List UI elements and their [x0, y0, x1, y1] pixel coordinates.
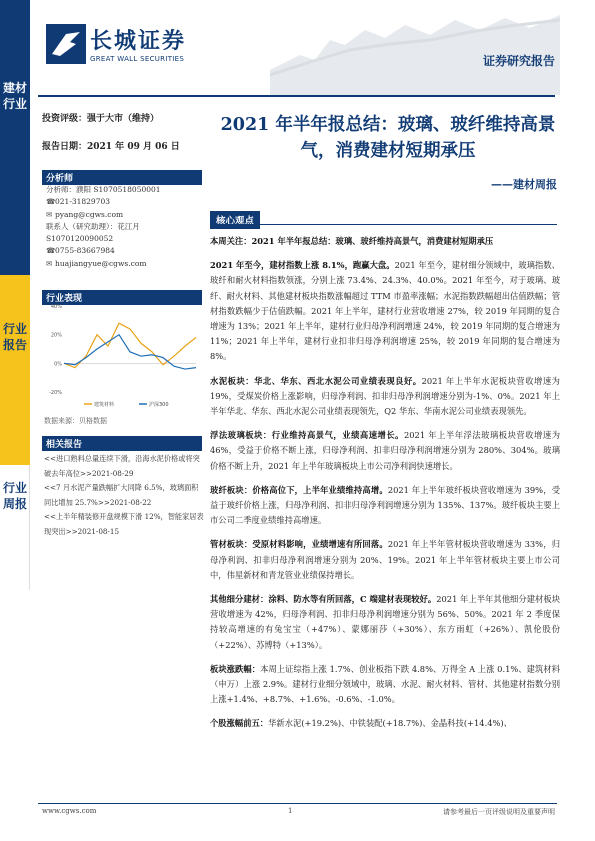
core-views-divider	[210, 224, 557, 225]
sidebar-band-report	[0, 275, 30, 465]
band-label-weekly: 行业周报	[2, 481, 27, 511]
y-tick-label: 20%	[50, 332, 62, 339]
header-divider	[38, 95, 555, 97]
series-line-1	[64, 335, 196, 369]
report-type-label: 证券研究报告	[482, 54, 555, 68]
core-views-title: 核心观点	[210, 211, 260, 229]
related-report-item[interactable]: <<上半年精装修开盘规模下滑 12%，智能家居表现突出>>2021-08-15	[44, 512, 204, 536]
paragraph-top-gainers: 个股涨幅前五：华新水泥(+19.2%)、中铁装配(+18.7%)、金晶科技(+14.4%)、	[210, 718, 512, 729]
paragraph-glass: 浮法玻璃板块：行业维持高景气，业绩高速增长。2021 年上半年浮法玻璃板块营收增速为 46%，受益于价格不断上涨，归母净利润、扣非归母净利润增速分别为 280%、304%。玻璃价格不断上升，2021 年上半年玻璃板块上市公司净利润快速增长。	[210, 430, 560, 471]
related-report-item[interactable]: <<7 月水泥产量跌幅扩大同降 6.5%，玻璃面积同比增加 25.7%>>2021-08-22	[44, 483, 199, 507]
chart-section-title: 行业表现	[42, 290, 202, 305]
contact-name: 联系人（研究助理）：花江月	[46, 221, 140, 231]
analyst-name: 分析师：濮阳 S1070518050001	[46, 185, 161, 194]
y-tick-label: -20%	[49, 390, 62, 396]
report-body	[210, 234, 560, 741]
paragraph-other: 其他细分建材：涂料、防水等有所回落，C 端建材表现较好。2021 年上半年其他细分建材板块营收增速为 42%，归母净利润、扣非归母净利润增速分别为 56%、50%。2021 年 2 季度保持较高增速的有兔宝宝（+47%）、蒙娜丽莎（+30%）、东方雨虹（+26%）、凯伦股份（+22%）、苏博特（+13%）。	[210, 594, 560, 650]
sidebar-band-industry	[0, 0, 30, 275]
report-meta	[42, 112, 202, 154]
phone-icon: ☎	[46, 197, 56, 207]
paragraph-lead: 管材板块：受原材料影响，业绩增速有所回落。	[210, 539, 388, 550]
y-tick-label: 0%	[54, 361, 62, 368]
paragraph-lead: 板块涨跌幅：	[210, 663, 261, 674]
related-section-divider	[42, 448, 202, 449]
paragraph-lead: 玻纤板块：价格高位下，上半年业绩维持高增。	[210, 484, 388, 495]
contact-phone: 0755-83667984	[55, 246, 115, 256]
analyst-phone: 021-31829703	[55, 197, 111, 207]
email-icon: ✉	[46, 209, 53, 219]
footer-disclaimer: 请参考最后一页评级说明及重要声明	[443, 808, 555, 816]
page-number: 1	[288, 807, 293, 815]
analyst-section-title: 分析师	[42, 170, 202, 185]
paragraph-cement: 水泥板块：华北、华东、西北水泥公司业绩表现良好。2021 年上半年水泥板块营收增速为 19%，受煤炭价格上涨影响，归母净利润、扣非归母净利润增速分别为-1%、0%。2021 年上半年华北、华东、西北水泥公司业绩表现领先，Q2 华东、华南水泥公司业绩表现领先。	[210, 375, 560, 417]
paragraph-lead: 浮法玻璃板块：行业维持高景气，业绩高速增长。	[210, 430, 404, 441]
paragraph-lead: 本周关注：2021 年半年报总结：玻璃、玻纤维持高景气，消费建材短期承压	[210, 236, 494, 246]
footer-divider	[38, 803, 557, 804]
paragraph-pipes: 管材板块：受原材料影响，业绩增速有所回落。2021 年上半年管材板块营收增速为 33%，归母净利润、扣非归母净利润增速分别为 20%、19%。2021 年上半年管材板块主要上市公司中，伟星新材和青龙管业业绩保持增长。	[210, 539, 560, 580]
band-label-industry: 建材行业	[2, 81, 27, 111]
paragraph-lead: 水泥板块：华北、华东、西北水泥公司业绩表现良好。	[210, 375, 422, 386]
contact-email[interactable]: huajiangyue@cgws.com	[55, 258, 147, 268]
paragraph-lead: 其他细分建材：涂料、防水等有所回落，C 端建材表现较好。	[210, 594, 437, 605]
paragraph-index: 2021 年至今，建材指数上涨 8.1%，跑赢大盘。2021 年至今，建材细分领域中，玻璃指数、玻纤和耐火材料指数领涨，分别上涨 73.4%、24.3%、40.0%。2021 年至今，对于玻璃、玻纤、耐火材料、其他建材板块指数涨幅超过 TTM 市盈率涨幅；水泥指数跌幅超出估值跌幅；管材指数跌幅少于估值跌幅。2021 年上半年，建材行业营收增速 27%，较 2019 年同期的复合增速为 13%；2021 年上半年，建材行业归母净利润增速 24%，较 2019 年同期的复合增速为 11%；2021 年上半年，建材行业扣非归母净利润增速 25%，较 2019 年同期的复合增速为 8%。	[210, 260, 560, 362]
investment-rating: 投资评级：强于大市（维持）	[42, 114, 160, 124]
legend-label: 沪深300	[149, 402, 169, 408]
great-wall-watermark-icon	[270, 0, 560, 95]
logo-name: 长城证券	[90, 29, 187, 54]
related-reports-list	[44, 452, 204, 540]
logo-subtitle: GREAT WALL SECURITIES	[90, 55, 185, 63]
logo-bird-icon	[46, 24, 86, 64]
paragraph-lead: 个股涨幅前五：	[210, 718, 269, 729]
report-date: 报告日期：2021 年 09 月 06 日	[42, 142, 180, 152]
series-line-0	[64, 323, 196, 367]
related-report-item[interactable]: <<进口熟料总量连续下滑，沿海水泥价格或将突破去年高位>>2021-08-29	[44, 454, 200, 478]
analyst-email[interactable]: pyang@cgws.com	[55, 209, 124, 219]
phone-icon: ☎	[46, 246, 56, 256]
company-logo	[46, 22, 226, 82]
chart-source: 数据来源：贝格数据	[44, 417, 107, 425]
analyst-section-divider	[42, 182, 202, 183]
legend-label: 建筑材料	[94, 402, 115, 408]
email-icon: ✉	[46, 258, 53, 268]
industry-performance-chart	[44, 300, 200, 410]
report-subtitle: ——建材周报	[491, 178, 557, 191]
band-label-report: 行业报告	[2, 322, 27, 352]
footer-url[interactable]: www.cgws.com	[42, 807, 97, 815]
paragraph-lead: 2021 年至今，建材指数上涨 8.1%，跑赢大盘。	[210, 260, 395, 271]
related-section-title: 相关报告	[42, 436, 202, 451]
paragraph-fiberglass: 玻纤板块：价格高位下，上半年业绩维持高增。2021 年上半年玻纤板块营收增速为 39%，受益于玻纤价格上涨，归母净利润、扣非归母净利润增速分别为 135%、137%。玻纤板块主要上市公司二季度业绩维持高增速。	[210, 484, 560, 526]
analyst-info	[46, 184, 206, 270]
y-tick-label: 40%	[50, 304, 62, 310]
paragraph-focus	[210, 234, 560, 249]
paragraph-sector-moves: 板块涨跌幅：本周上证综指上涨 1.7%、创业板指下跌 4.8%、万得全 A 上涨 0.1%、建筑材料（申万）上涨 2.9%。建材行业细分领域中，玻璃、水泥、耐火材料、管材、其他建材指数分别上涨+1.4%、+8.7%、+1.6%、-0.6%、-1.0%。	[210, 663, 560, 705]
report-title: 2021 年半年报总结：玻璃、玻纤维持高景气，消费建材短期承压	[220, 115, 556, 161]
contact-id: S1070120090052	[46, 234, 114, 244]
sidebar-band-weekly	[0, 465, 30, 590]
